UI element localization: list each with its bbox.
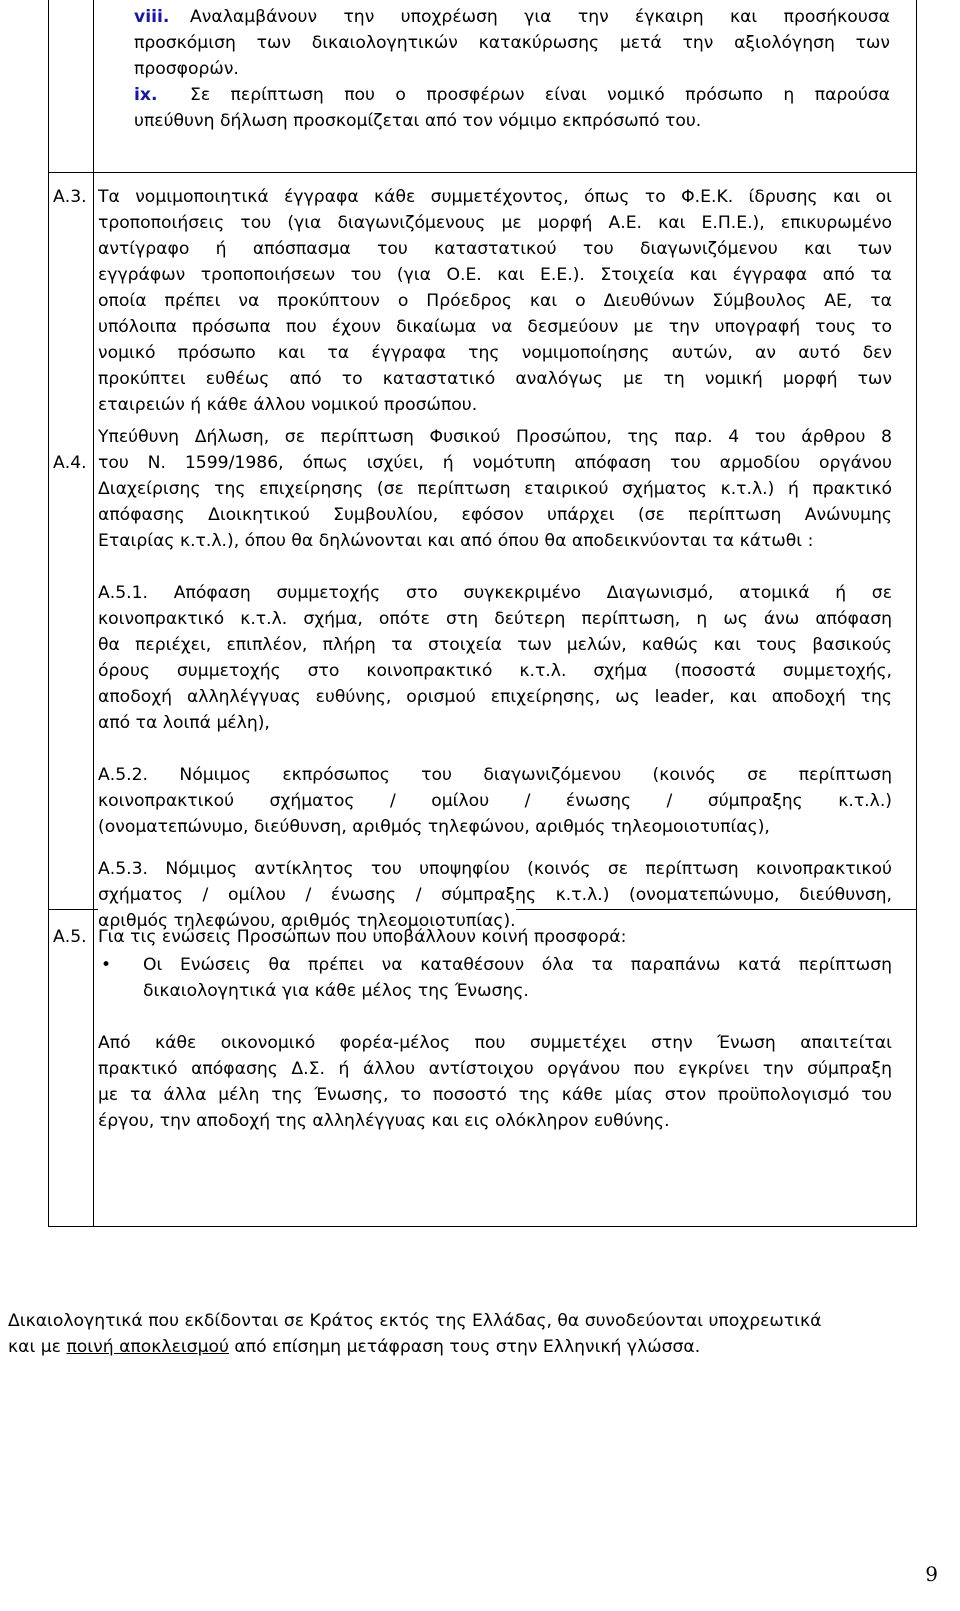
section-a4-line: Υπεύθυνη Δήλωση, σε περίπτωση Φυσικού Προσώπου, της παρ. 4 του άρθρου 8 [98, 427, 892, 447]
subsection-a51-line: θα περιέχει, επιπλέον, πλήρη τα στοιχεία των μελών, καθώς και τους βασικούς [98, 635, 892, 655]
item-viii-line: προσφορών. [134, 59, 239, 79]
footer-note-emphasis: ποινή αποκλεισμού [66, 1337, 229, 1357]
footer-note-line [8, 1335, 700, 1360]
section-a3-line: τροποποιήσεις του (για διαγωνιζόμενους με μορφή Α.Ε. και Ε.Π.Ε.), επικυρωμένο [98, 213, 892, 233]
section-a5-paragraph-line: πρακτικό απόφασης Δ.Σ. ή άλλου αντίστοιχου οργάνου που εγκρίνει την σύμπραξη [98, 1059, 892, 1079]
subsection-a52-line: (ονοματεπώνυμο, διεύθυνση, αριθμός τηλεφώνου, αριθμός τηλεομοιοτυπίας), [98, 817, 770, 837]
item-ix-line: υπεύθυνη δήλωση προσκομίζεται από τον νόμιμο εκπρόσωπό του. [134, 111, 702, 131]
page-number: 9 [925, 1562, 938, 1586]
table-bottom-border [48, 1226, 917, 1227]
table-left-border [48, 0, 49, 1226]
section-a4-label: Α.4. [53, 453, 87, 473]
footer-note-text: από επίσημη μετάφραση τους στην Ελληνική γλώσσα. [228, 1337, 701, 1357]
section-a4-line: Εταιρίας κ.τ.λ.), όπου θα δηλώνονται και από όπου θα αποδεικνύονται τα κάτωθι : [98, 531, 814, 551]
section-a3-line: οποία πρέπει να προκύπτουν ο Πρόεδρος και ο Διευθύνων Σύμβουλος ΑΕ, τα [98, 291, 892, 311]
section-a5-label: Α.5. [53, 927, 87, 947]
section-a4-line: του Ν. 1599/1986, όπως ισχύει, ή νομότυπη απόφαση του αρμοδίου οργάνου [98, 453, 892, 473]
section-a5-paragraph-line: με τα άλλα μέλη της Ένωσης, το ποσοστό της κάθε μίας στον προϋπολογισμό του [98, 1085, 892, 1105]
section-a3-line: Τα νομιμοποιητικά έγγραφα κάθε συμμετέχοντος, όπως το Φ.Ε.Κ. ίδρυσης και οι [98, 187, 892, 207]
section-a3-line: εγγράφων τροποποιήσεων του (για Ο.Ε. και Ε.Ε.). Στοιχεία και έγγραφα από τα [98, 265, 892, 285]
table-row-divider [48, 172, 917, 173]
section-a3-line: εταιρειών ή κάθε άλλου νομικού προσώπου. [98, 395, 478, 415]
subsection-a53-line: σχήματος / ομίλου / ένωσης / σύμπραξης κ.τ.λ.) (ονοματεπώνυμο, διεύθυνση, [98, 885, 892, 905]
section-a3-line: προκύπτει ευθέως από το καταστατικό αναλόγως με τη νομική μορφή των [98, 369, 892, 389]
item-viii-line: προσκόμιση των δικαιολογητικών κατακύρωσης μετά την αξιολόγηση των [134, 33, 890, 53]
section-a3-line: υπόλοιπα πρόσωπα που έχουν δικαίωμα να δεσμεύουν με την υπογραφή τους το [98, 317, 892, 337]
section-a5-bullet-line: Οι Ενώσεις θα πρέπει να καταθέσουν όλα τα παραπάνω κατά περίπτωση [143, 955, 892, 975]
subsection-a53-line: αριθμός τηλεφώνου, αριθμός τηλεομοιοτυπίας). [98, 909, 516, 934]
section-a5-intro: Για τις ενώσεις Προσώπων που υποβάλλουν κοινή προσφορά: [98, 927, 627, 947]
section-a3-label: Α.3. [53, 187, 87, 207]
subsection-a52-line: κοινοπρακτικού σχήματος / ομίλου / ένωσης / σύμπραξης κ.τ.λ.) [98, 791, 892, 811]
item-ix-line: Σε περίπτωση που ο προσφέρων είναι νομικό πρόσωπο η παρούσα [190, 85, 890, 105]
table-column-divider [93, 0, 94, 1226]
section-a4-line: Διαχείρισης της επιχείρησης (σε περίπτωση εταιρικού σχήματος κ.τ.λ.) ή πρακτικό [98, 479, 892, 499]
footer-note-text: και με [8, 1337, 67, 1357]
subsection-a51-line: Α.5.1. Απόφαση συμμετοχής στο συγκεκριμένο Διαγωνισμό, ατομικά ή σε [98, 583, 892, 603]
item-viii-line: Αναλαμβάνουν την υποχρέωση για την έγκαιρη και προσήκουσα [190, 7, 890, 27]
table-right-border [916, 0, 917, 1226]
footer-note-line: Δικαιολογητικά που εκδίδονται σε Κράτος εκτός της Ελλάδας, θα συνοδεύονται υποχρεωτικά [8, 1311, 822, 1331]
item-ix-number: ix. [134, 85, 158, 105]
section-a5-paragraph-line: έργου, την αποδοχή της αλληλέγγυας και εις ολόκληρον ευθύνης. [98, 1111, 670, 1131]
section-a5-paragraph-line: Από κάθε οικονομικό φορέα-μέλος που συμμετέχει στην Ένωση απαιτείται [98, 1033, 892, 1053]
subsection-a53-line: Α.5.3. Νόμιμος αντίκλητος του υποψηφίου (κοινός σε περίπτωση κοινοπρακτικού [98, 859, 892, 879]
subsection-a51-line: από τα λοιπά μέλη), [98, 713, 270, 733]
section-a4-line: απόφασης Διοικητικού Συμβουλίου, εφόσον υπάρχει (σε περίπτωση Ανώνυμης [98, 505, 892, 525]
subsection-a51-line: αποδοχή αλληλέγγυας ευθύνης, ορισμού επιχείρησης, ως leader, και αποδοχή της [98, 687, 892, 707]
subsection-a51-line: κοινοπρακτικό κ.τ.λ. σχήμα, οπότε στη δεύτερη περίπτωση, η ως άνω απόφαση [98, 609, 892, 629]
item-viii-number: viii. [134, 7, 170, 27]
subsection-a51-line: όρους συμμετοχής στο κοινοπρακτικό κ.τ.λ. σχήμα (ποσοστά συμμετοχής, [98, 661, 892, 681]
section-a5-bullet-line: δικαιολογητικά για κάθε μέλος της Ένωσης. [143, 981, 529, 1001]
bullet-icon: • [101, 955, 112, 975]
subsection-a52-line: Α.5.2. Νόμιμος εκπρόσωπος του διαγωνιζόμενου (κοινός σε περίπτωση [98, 765, 892, 785]
section-a3-line: αντίγραφο ή απόσπασμα του καταστατικού του διαγωνιζόμενου και των [98, 239, 892, 259]
section-a3-line: νομικό πρόσωπο και τα έγγραφα της νομιμοποίησης αυτών, αν αυτό δεν [98, 343, 892, 363]
